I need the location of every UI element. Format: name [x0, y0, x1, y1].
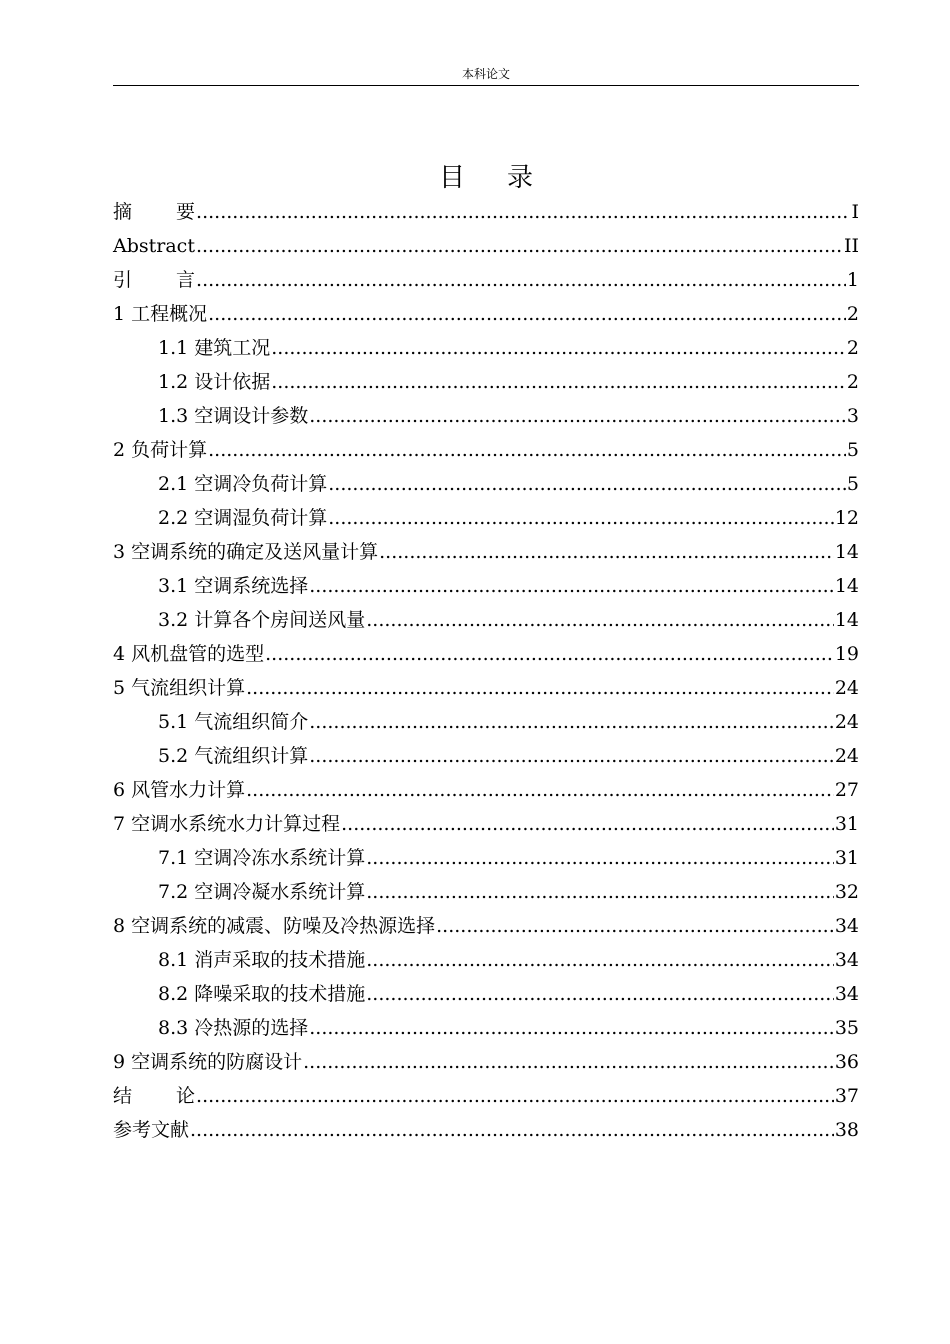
toc-entry-label: 9 空调系统的防腐设计 [113, 1051, 303, 1073]
toc-entry[interactable] [113, 331, 859, 365]
toc-dot-leader [309, 399, 846, 433]
toc-title: 目录 [438, 163, 575, 193]
toc-entry-page-number: 5 [846, 439, 859, 461]
toc-entry-page-number: 2 [846, 371, 859, 393]
toc-dot-leader [366, 977, 834, 1011]
toc-entry[interactable] [113, 365, 859, 399]
toc-entry-page-number: 38 [834, 1119, 859, 1141]
toc-entry-page-number: 2 [846, 337, 859, 359]
toc-dot-leader [366, 875, 834, 909]
toc-dot-leader [196, 263, 846, 297]
toc-entry-page-number: 3 [846, 405, 859, 427]
toc-entry-label: 2.2 空调湿负荷计算 [158, 507, 328, 529]
toc-entry-label: 7.2 空调冷凝水系统计算 [158, 881, 366, 903]
toc-entry-page-number: 14 [834, 575, 859, 597]
toc-entry-label: 8 空调系统的减震、防噪及冷热源选择 [113, 915, 436, 937]
toc-entry-label: Abstract [113, 235, 195, 257]
toc-entry-label: 7 空调水系统水力计算过程 [113, 813, 341, 835]
toc-entry-page-number: 14 [834, 541, 859, 563]
toc-dot-leader [328, 501, 834, 535]
toc-entry-page-number: 2 [846, 303, 859, 325]
toc-entry[interactable] [113, 501, 859, 535]
toc-dot-leader [190, 1113, 834, 1147]
toc-dot-leader [309, 705, 834, 739]
toc-entry[interactable] [113, 603, 859, 637]
toc-entry-page-number: 5 [846, 473, 859, 495]
table-of-contents [113, 195, 859, 1147]
toc-dot-leader [271, 331, 846, 365]
toc-dot-leader [366, 603, 834, 637]
toc-entry[interactable] [113, 1113, 859, 1147]
toc-entry[interactable] [113, 807, 859, 841]
toc-entry[interactable] [113, 535, 859, 569]
toc-entry-page-number: 35 [834, 1017, 859, 1039]
toc-entry[interactable] [113, 569, 859, 603]
toc-entry-label: 参考文献 [113, 1119, 190, 1141]
toc-entry-page-number: 19 [834, 643, 859, 665]
toc-dot-leader [265, 637, 834, 671]
toc-entry[interactable] [113, 1045, 859, 1079]
toc-dot-leader [379, 535, 834, 569]
toc-entry[interactable] [113, 195, 859, 229]
toc-entry-label: 8.3 冷热源的选择 [158, 1017, 309, 1039]
header-rule [113, 85, 859, 86]
toc-dot-leader [303, 1045, 834, 1079]
toc-dot-leader [341, 807, 834, 841]
toc-entry-label: 8.2 降噪采取的技术措施 [158, 983, 366, 1005]
toc-entry-label: 1.2 设计依据 [158, 371, 271, 393]
toc-dot-leader [246, 773, 834, 807]
toc-entry-page-number: 24 [834, 677, 859, 699]
toc-entry-label: 结论 [113, 1085, 196, 1107]
toc-entry[interactable] [113, 467, 859, 501]
toc-dot-leader [271, 365, 846, 399]
toc-entry-page-number: 37 [834, 1085, 859, 1107]
toc-dot-leader [436, 909, 834, 943]
toc-entry-label: 1.1 建筑工况 [158, 337, 271, 359]
toc-entry[interactable] [113, 1011, 859, 1045]
toc-dot-leader [309, 1011, 834, 1045]
toc-entry-label: 5 气流组织计算 [113, 677, 246, 699]
toc-entry[interactable] [113, 943, 859, 977]
toc-entry[interactable] [113, 705, 859, 739]
toc-entry-label: 3 空调系统的确定及送风量计算 [113, 541, 379, 563]
toc-dot-leader [246, 671, 834, 705]
toc-entry[interactable] [113, 671, 859, 705]
toc-dot-leader [208, 433, 846, 467]
toc-dot-leader [196, 195, 850, 229]
toc-dot-leader [309, 739, 834, 773]
toc-entry[interactable] [113, 977, 859, 1011]
toc-entry-label: 3.2 计算各个房间送风量 [158, 609, 366, 631]
toc-entry-label: 5.2 气流组织计算 [158, 745, 309, 767]
toc-entry-page-number: 14 [834, 609, 859, 631]
toc-entry-page-number: II [843, 235, 859, 257]
toc-entry[interactable] [113, 433, 859, 467]
toc-entry-page-number: 12 [834, 507, 859, 529]
toc-entry-label: 1.3 空调设计参数 [158, 405, 309, 427]
toc-dot-leader [196, 1079, 834, 1113]
toc-dot-leader [328, 467, 846, 501]
toc-entry[interactable] [113, 841, 859, 875]
toc-entry-label: 1 工程概况 [113, 303, 208, 325]
toc-entry[interactable] [113, 229, 859, 263]
toc-entry-label: 7.1 空调冷冻水系统计算 [158, 847, 366, 869]
toc-entry-page-number: I [851, 201, 859, 223]
toc-entry-page-number: 31 [834, 813, 859, 835]
toc-entry-page-number: 34 [834, 915, 859, 937]
running-header: 本科论文 [461, 67, 510, 81]
toc-dot-leader [208, 297, 846, 331]
toc-entry-page-number: 27 [834, 779, 859, 801]
toc-entry-label: 2.1 空调冷负荷计算 [158, 473, 328, 495]
toc-entry-page-number: 1 [846, 269, 859, 291]
toc-entry-label: 4 风机盘管的选型 [113, 643, 265, 665]
toc-entry-page-number: 24 [834, 711, 859, 733]
toc-entry[interactable] [113, 909, 859, 943]
toc-entry-label: 摘要 [113, 201, 196, 223]
toc-entry-label: 3.1 空调系统选择 [158, 575, 309, 597]
toc-dot-leader [309, 569, 834, 603]
toc-entry-page-number: 31 [834, 847, 859, 869]
toc-entry-label: 2 负荷计算 [113, 439, 208, 461]
toc-entry[interactable] [113, 875, 859, 909]
toc-entry-page-number: 36 [834, 1051, 859, 1073]
toc-entry-label: 引言 [113, 269, 196, 291]
toc-entry[interactable] [113, 637, 859, 671]
toc-entry-page-number: 34 [834, 949, 859, 971]
toc-dot-leader [196, 229, 843, 263]
toc-entry-label: 8.1 消声采取的技术措施 [158, 949, 366, 971]
toc-dot-leader [366, 943, 834, 977]
toc-entry-label: 6 风管水力计算 [113, 779, 246, 801]
toc-entry-label: 5.1 气流组织简介 [158, 711, 309, 733]
toc-entry-page-number: 34 [834, 983, 859, 1005]
toc-entry[interactable] [113, 399, 859, 433]
toc-entry[interactable] [113, 773, 859, 807]
toc-entry[interactable] [113, 739, 859, 773]
toc-entry-page-number: 24 [834, 745, 859, 767]
toc-dot-leader [366, 841, 834, 875]
toc-entry[interactable] [113, 263, 859, 297]
toc-entry[interactable] [113, 297, 859, 331]
toc-entry-page-number: 32 [834, 881, 859, 903]
toc-entry[interactable] [113, 1079, 859, 1113]
